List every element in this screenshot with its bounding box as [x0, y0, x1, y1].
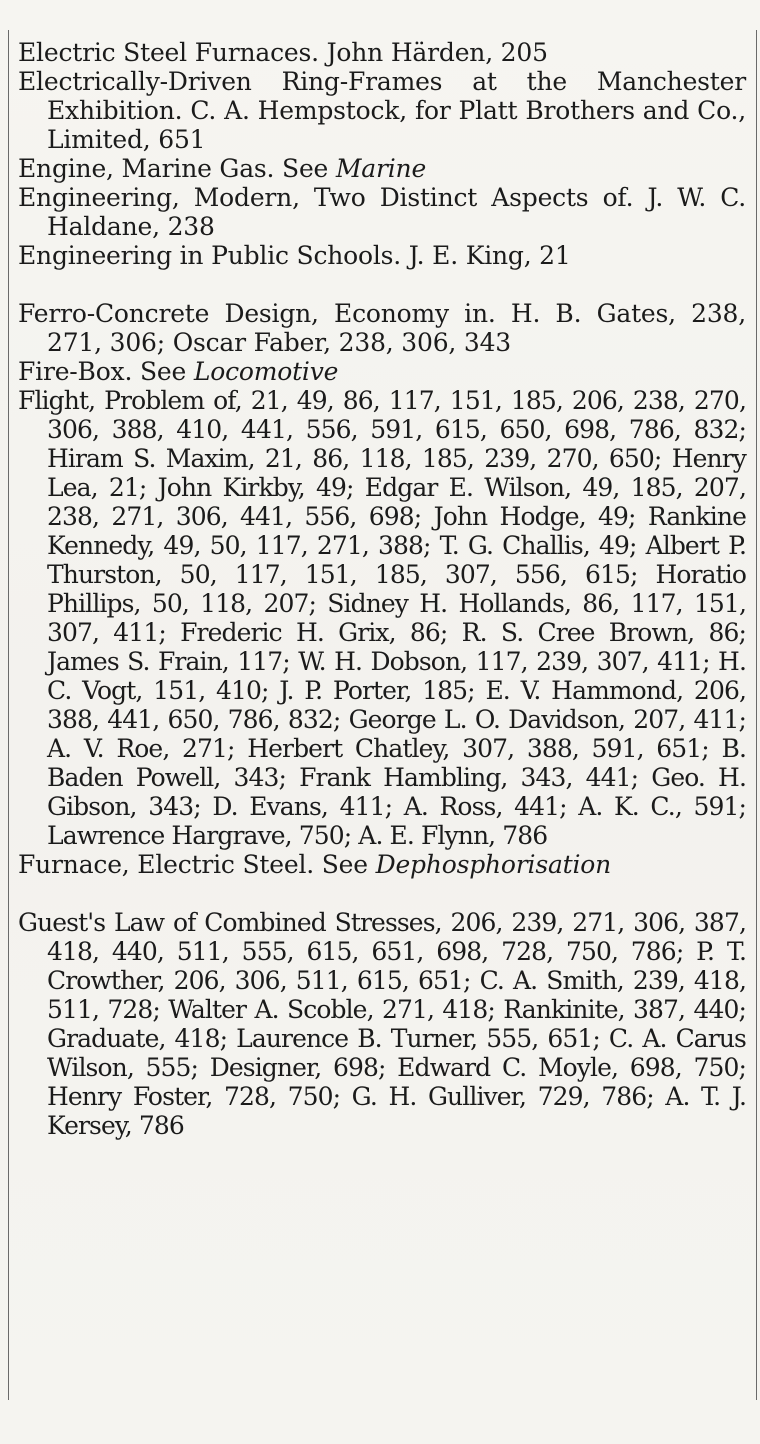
- entry-text: Furnace, Electric Steel. See: [18, 850, 376, 879]
- see-reference: Marine: [335, 154, 427, 183]
- entry-text: Engine, Marine Gas. See: [18, 154, 336, 183]
- entry-text: Flight, Problem of, 21, 49, 86, 117, 151, 185, 206, 238, 270, 306, 388, 410, 441, 556, 591, 615, 650, 698, 786, 832; Hiram S. Maxim, 21, 86, 118, 185, 239, 270, 650; Henry Lea, 21; John Kirkby, 49; Edgar E. Wilson, 49, 185, 207, 238, 271, 306, 441, 556, 698; John Hodge, 49; Rankine Kennedy, 49, 50, 117, 271, 388; T. G. Challis, 49; Albert P. Thurston, 50, 117, 151, 185, 307, 556, 615; Horatio Phillips, 50, 118, 207; Sidney H. Hollands, 86, 117, 151, 307, 411; Frederic H. Grix, 86; R. S. Cree Brown, 86; James S. Frain, 117; W. H. Dobson, 117, 239, 307, 411; H. C. Vogt, 151, 410; J. P. Porter, 185; E. V. Hammond, 206, 388, 441, 650, 786, 832; George L. O. Davidson, 207, 411; A. V. Roe, 271; Herbert Chatley, 307, 388, 591, 651; B. Baden Powell, 343; Frank Hambling, 343, 441; Geo. H. Gibson, 343; D. Evans, 411; A. Ross, 441; A. K. C., 591; Lawrence Hargrave, 750; A. E. Flynn, 786: [18, 386, 746, 850]
- index-entry-ferro-concrete-design: [18, 299, 746, 357]
- entry-text: Guest's Law of Combined Stresses, 206, 239, 271, 306, 387, 418, 440, 511, 555, 615, 651, 698, 728, 750, 786; P. T. Crowther, 206, 306, 511, 615, 651; C. A. Smith, 239, 418, 511, 728; Walter A. Scoble, 271, 418; Rankinite, 387, 440; Graduate, 418; Laurence B. Turner, 555, 651; C. A. Carus Wilson, 555; Designer, 698; Edward C. Moyle, 698, 750; Henry Foster, 728, 750; G. H. Gulliver, 729, 786; A. T. J. Kersey, 786: [18, 908, 746, 1140]
- index-entry-guests-law: [18, 908, 746, 1140]
- index-entry-furnace-electric-steel: [18, 850, 746, 879]
- entry-text: Engineering, Modern, Two Distinct Aspects of. J. W. C. Haldane, 238: [18, 183, 746, 241]
- left-column-rule: [8, 30, 9, 1400]
- index-entry-electrically-driven-ring-frames: [18, 67, 746, 154]
- right-column-rule: [756, 30, 757, 1400]
- index-entry-engine-marine-gas: [18, 154, 746, 183]
- entry-text: Electric Steel Furnaces. John Härden, 205: [18, 38, 548, 67]
- entry-text: Ferro-Concrete Design, Economy in. H. B. Gates, 238, 271, 306; Oscar Faber, 238, 306, 343: [18, 299, 746, 357]
- entry-text: Engineering in Public Schools. J. E. King, 21: [18, 241, 571, 270]
- index-entry-flight-problem-of: [18, 386, 746, 850]
- index-entry-engineering-public-schools: [18, 241, 746, 270]
- index-entry-engineering-modern: [18, 183, 746, 241]
- index-column: [18, 38, 746, 1140]
- see-reference: Dephosphorisation: [375, 850, 612, 879]
- entry-text: Electrically-Driven Ring-Frames at the Manchester Exhibition. C. A. Hempstock, for Platt Brothers and Co., Limited, 651: [18, 67, 746, 154]
- index-entry-fire-box: [18, 357, 746, 386]
- see-reference: Locomotive: [193, 357, 339, 386]
- index-entry-electric-steel-furnaces: [18, 38, 746, 67]
- entry-text: Fire-Box. See: [18, 357, 194, 386]
